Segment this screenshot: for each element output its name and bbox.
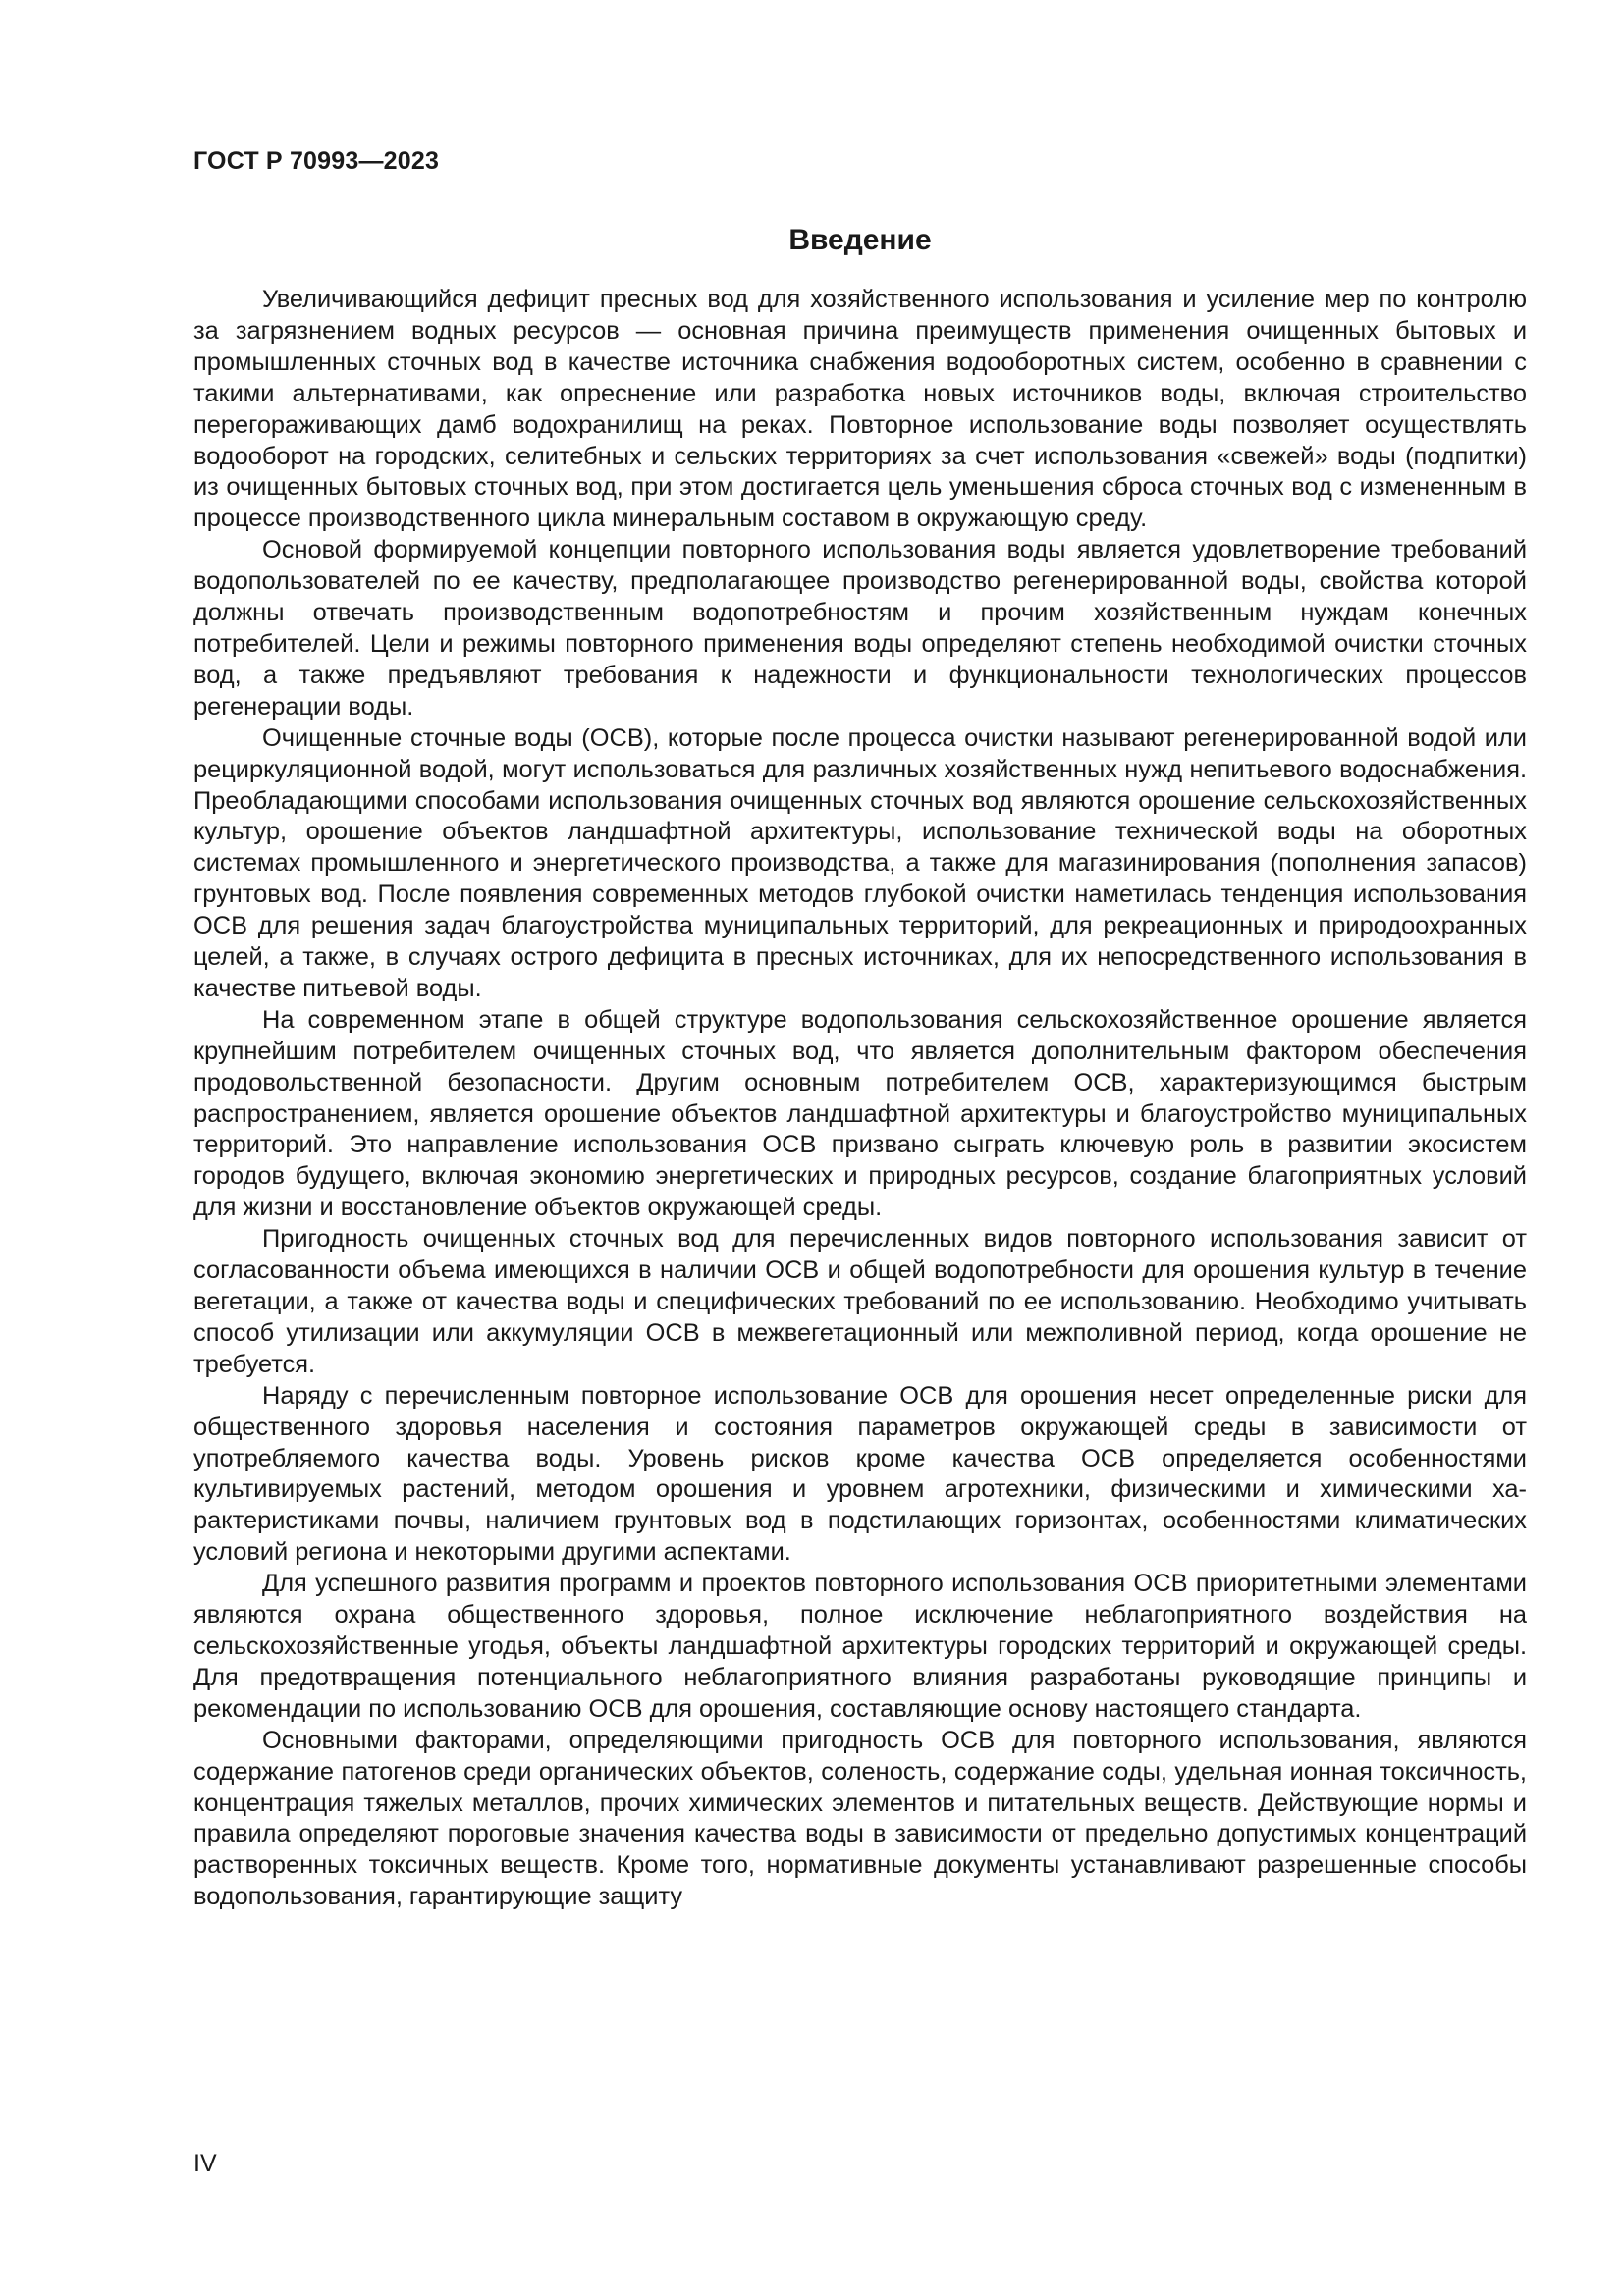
- paragraph: Наряду с перечисленным повторное использование ОСВ для орошения несет определенные риски для общественного здоровья населения и состояния параметров окружающей среды в зависимости от употребляемого качества воды. Уровень рисков кроме качества ОСВ определяется особенностями культивируемых растений, методом орошения и уровнем агротехники, физическими и химическими характеристиками почвы, наличием грунтовых вод в подстилающих горизонтах, особенностями климатических условий региона и некоторыми другими аспектами.: [193, 1381, 1527, 1567]
- paragraph: Увеличивающийся дефицит пресных вод для хозяйственного использования и усиление мер по контролю за загрязнением водных ресурсов — основная причина преимуществ применения очищенных бытовых и промышленных сточных вод в качестве источника снабжения водооборотных систем, особенно в сравнении с такими альтернативами, как опреснение или разработка новых источников воды, включая строительство перегораживающих дамб водохранилищ на реках. Повторное использование воды позволяет осуществлять водооборот на городских, селитебных и сельских территориях за счет использования «свежей» воды (подпитки) из очищенных бытовых сточных вод, при этом достигается цель уменьшения сброса сточных вод с измененным в процессе производственного цикла минеральным составом в окружающую среду.: [193, 286, 1527, 533]
- page-number: IV: [193, 2150, 217, 2177]
- paragraph: Основными факторами, определяющими пригодность ОСВ для повторного использования, являются содержание патогенов среди органических объектов, соленость, содержание соды, удельная ионная токсичность, концентрация тяжелых металлов, прочих химических элементов и питательных веществ. Действующие нормы и правила определяют пороговые значения качества воды в зависимости от предельно допустимых концентраций растворенных токсичных веществ. Кроме того, нормативные документы устанавливают разрешенные способы водопользования, гарантирующие защиту: [193, 1726, 1527, 1911]
- paragraph: Очищенные сточные воды (ОСВ), которые после процесса очистки называют регенерированной водой или рециркуляционной водой, могут использоваться для различных хозяйственных нужд непитьевого водоснабжения. Преобладающими способами использования очищенных сточных вод являются орошение сельскохозяйственных культур, орошение объектов ландшафтной архитектуры, использование технической воды на оборотных системах промышленного и энергетического производства, а также для магазинирования (пополнения запасов) грунтовых вод. После появления современных методов глубокой очистки наметилась тенденция использования ОСВ для решения задач благоустройства муниципальных территорий, для рекреационных и природоохранных целей, а также, в случаях острого дефицита в пресных источниках, для их непосредственного использования в качестве питьевой воды.: [193, 723, 1527, 1002]
- paragraph: На современном этапе в общей структуре водопользования сельскохозяйственное орошение является крупнейшим потребителем очищенных сточных вод, что является дополнительным фактором обеспечения продовольственной безопасности. Другим основным потребителем ОСВ, характеризующимся быстрым распространением, является орошение объектов ландшафтной архитектуры и благоустройство муниципальных территорий. Это направление использования ОСВ призвано сыграть ключевую роль в развитии экосистем городов будущего, включая экономию энергетических и природных ресурсов, создание благоприятных условий для жизни и восстановление объектов окружающей среды.: [193, 1005, 1527, 1222]
- body-text: [193, 285, 1527, 1913]
- paragraph: Основой формируемой концепции повторного использования воды является удовлетворение требований водопользователей по ее качеству, предполагающее производство регенерированной воды, свойства которой должны отвечать производственным водопотребностям и прочим хозяйственным нуждам конечных потребителей. Цели и режимы повторного применения воды определяют степень необходимой очистки сточных вод, а также предъявляют требования к надежности и функциональности технологических процессов регенерации воды.: [193, 536, 1527, 721]
- section-title: Введение: [788, 224, 932, 256]
- document-header: ГОСТ Р 70993—2023: [193, 147, 440, 175]
- paragraph: Пригодность очищенных сточных вод для перечисленных видов повторного использования зависит от согласованности объема имеющихся в наличии ОСВ и общей водопотребности для орошения культур в течение вегетации, а также от качества воды и специфических требований по ее использованию. Необходимо учитывать способ утилизации или аккумуляции ОСВ в межвегетационный или межполивной период, когда орошение не требуется.: [193, 1225, 1527, 1378]
- paragraph: Для успешного развития программ и проектов повторного использования ОСВ приоритетными элементами являются охрана общественного здоровья, полное исключение неблагоприятного воздействия на сельскохозяйственные угодья, объекты ландшафтной архитектуры городских территорий и окружающей среды. Для предотвращения потенциального неблагоприятного влияния разработаны руководящие принципы и рекомендации по использованию ОСВ для орошения, составляющие основу настоящего стандарта.: [193, 1570, 1527, 1723]
